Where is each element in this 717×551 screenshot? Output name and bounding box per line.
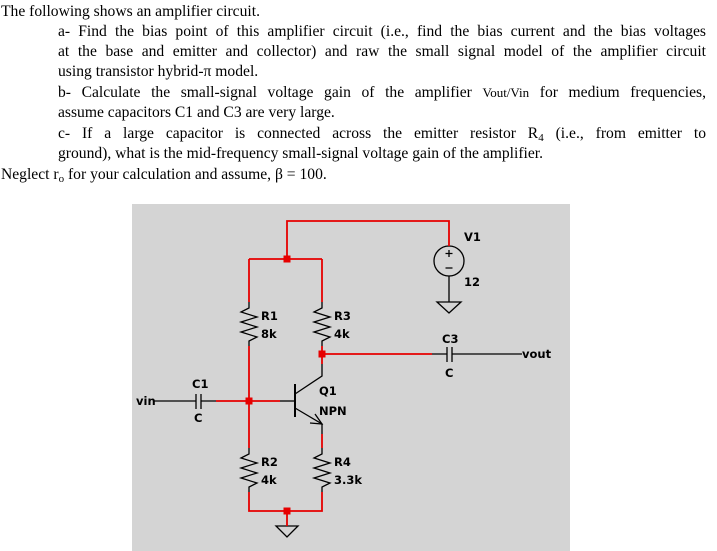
node-bottom xyxy=(284,508,291,515)
problem-intro: The following shows an amplifier circuit. xyxy=(1,3,260,20)
node-base xyxy=(246,398,253,405)
q1-type-label: NPN xyxy=(319,404,347,418)
v1-name-label: V1 xyxy=(464,230,481,244)
vout-label: vout xyxy=(522,347,552,361)
c3-name-label: C3 xyxy=(442,332,459,346)
r1-name-label: R1 xyxy=(261,309,278,323)
r4-name-label: R4 xyxy=(334,455,351,469)
neglect-line xyxy=(1,165,327,189)
c3-value-label: C xyxy=(445,366,454,380)
part-c-sub: 4 xyxy=(538,132,544,144)
part-b-pre: b- Calculate the small-signal voltage gain of the amplifier xyxy=(58,84,472,101)
c1-name-label: C1 xyxy=(192,377,209,391)
part-c-pre: c- If a large capacitor is connected across the emitter resistor R xyxy=(58,125,539,142)
r2-name-label: R2 xyxy=(261,455,278,469)
part-a-line-1: a- Find the bias point of this amplifier circuit (i.e., find the bias current and the bias voltages xyxy=(58,23,706,40)
part-c-post: (i.e., from emitter to xyxy=(555,125,706,142)
part-c-line-2: ground), what is the mid-frequency small-signal voltage gain of the amplifier. xyxy=(58,145,544,162)
node-collector xyxy=(319,351,326,358)
part-b-line-2: assume capacitors C1 and C3 are very large. xyxy=(58,104,335,121)
r4-value-label: 3.3k xyxy=(334,473,363,487)
q1-name-label: Q1 xyxy=(319,384,337,398)
part-b-post: for medium frequencies, xyxy=(539,84,706,101)
r2-value-label: 4k xyxy=(261,473,277,487)
circuit-schematic xyxy=(132,204,570,551)
r1-value-label: 8k xyxy=(261,327,277,341)
node-top xyxy=(284,256,291,263)
r3-value-label: 4k xyxy=(334,327,350,341)
neglect-pre: Neglect r xyxy=(1,166,59,183)
neglect-sub: o xyxy=(58,173,65,185)
vin-label: vin xyxy=(136,394,156,408)
c1-value-label: C xyxy=(194,411,203,425)
neglect-post: for your calculation and assume, β = 100. xyxy=(67,166,327,183)
part-b-vout-vin: Vout/Vin xyxy=(482,85,530,100)
part-a-line-2: at the base and emitter and collector) and raw the small signal model of the amplifier circuit xyxy=(58,43,706,60)
part-b-line-1 xyxy=(58,83,706,103)
part-a-line-3: using transistor hybrid-π model. xyxy=(58,63,259,80)
r3-name-label: R3 xyxy=(334,309,351,323)
v1-value-label: 12 xyxy=(464,275,481,289)
